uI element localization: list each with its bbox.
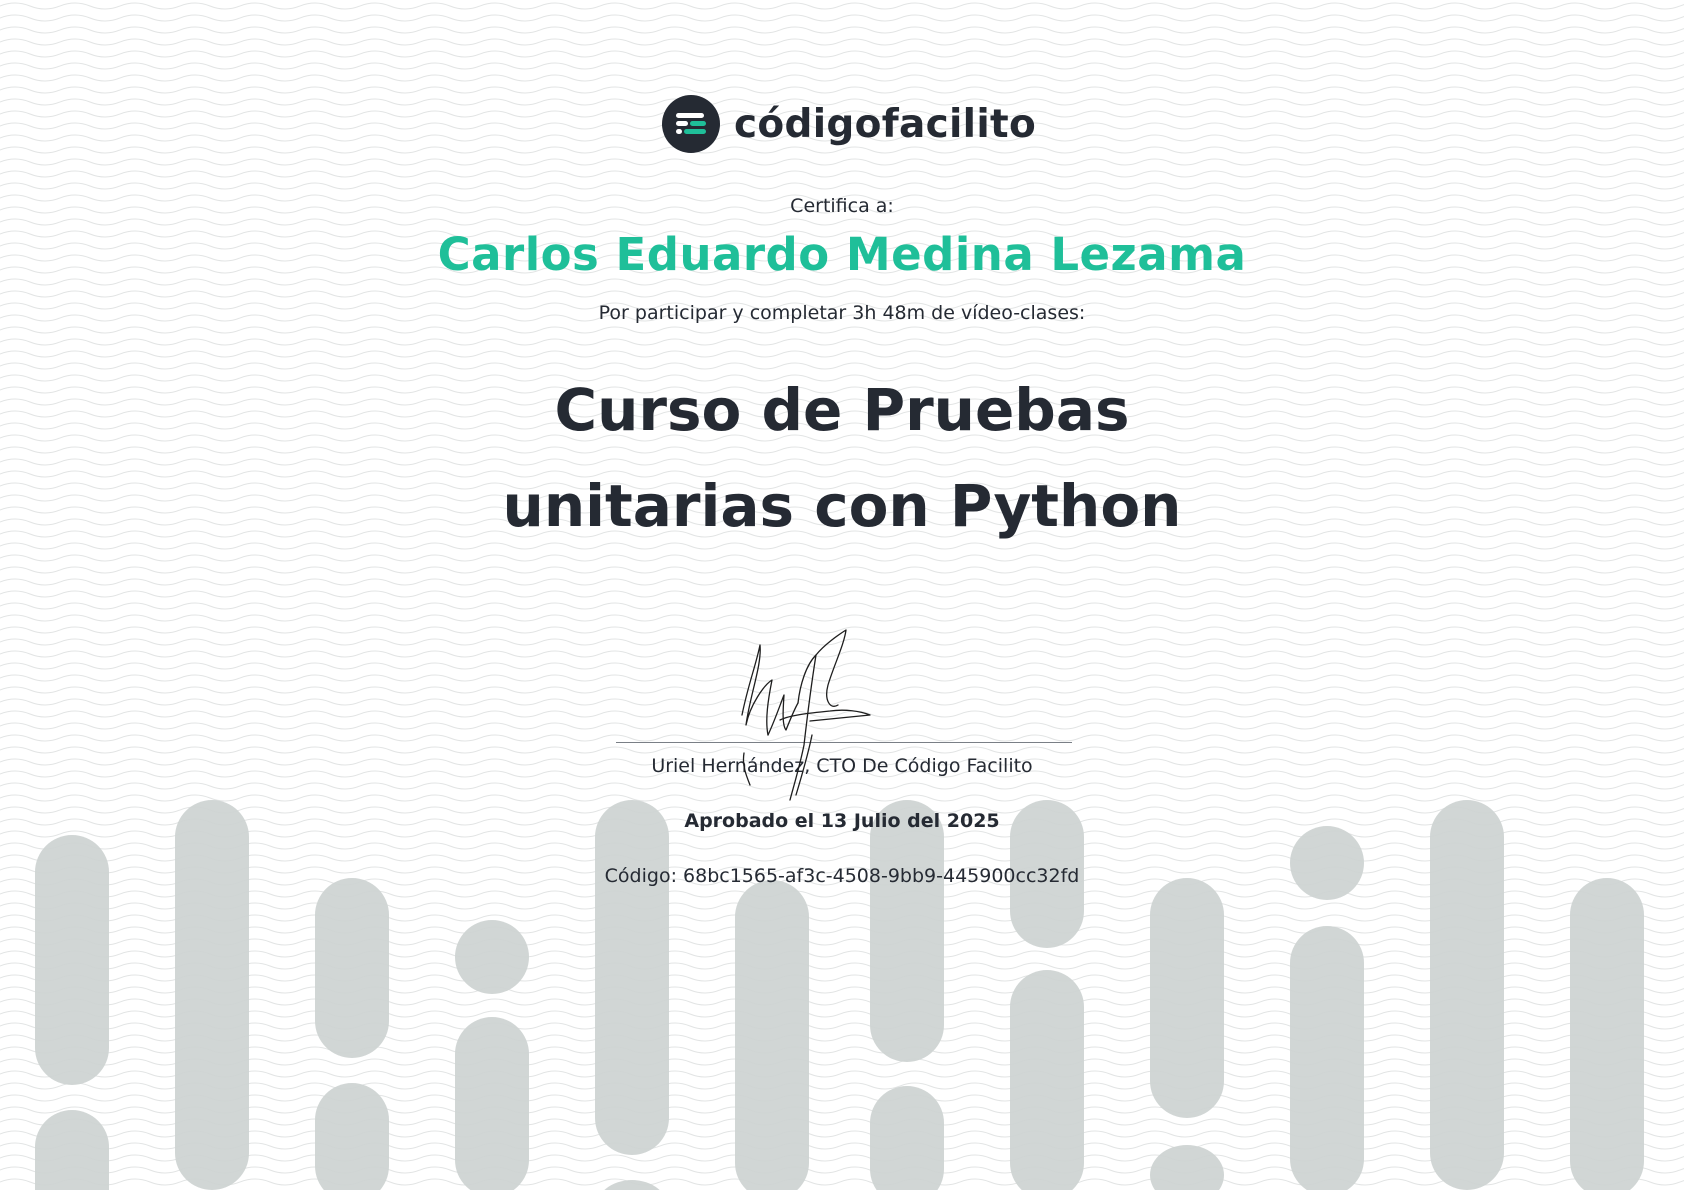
pill-shape [1150,878,1224,1118]
certifies-label: Certifica a: [790,195,894,217]
pill-shape [1010,970,1084,1190]
pill-shape [315,878,389,1058]
approval-date: Aprobado el 13 Julio del 2025 [684,810,1000,832]
pill-shape [1290,826,1364,900]
signer-name: Uriel Hernández, CTO De Código Facilito [651,755,1033,777]
recipient-name: Carlos Eduardo Medina Lezama [437,228,1247,281]
participation-text: Por participar y completar 3h 48m de vídeo-clases: [598,302,1086,324]
pill-shape [1290,926,1364,1190]
logo-wordmark: códigofacilito [734,101,1037,147]
certificate-code: Código: 68bc1565-af3c-4508-9bb9-445900cc32fd [604,865,1080,887]
logo [662,94,1036,154]
pill-shape [595,800,669,1155]
handwritten-signature [720,625,940,810]
pill-shape [35,1110,109,1190]
pill-shape [315,1083,389,1190]
pill-shape [870,1086,944,1190]
pill-shape [735,880,809,1190]
course-title-line-2: unitarias con Python [502,472,1182,540]
pill-shape [455,1017,529,1190]
pill-shape [870,800,944,1062]
pill-shape [175,800,249,1190]
pill-shape [1570,878,1644,1190]
pill-shape [1430,800,1504,1190]
course-title [0,362,1684,554]
pill-shape [455,920,529,994]
course-title-line-1: Curso de Pruebas [554,376,1130,444]
codigofacilito-logo-icon [662,95,720,153]
